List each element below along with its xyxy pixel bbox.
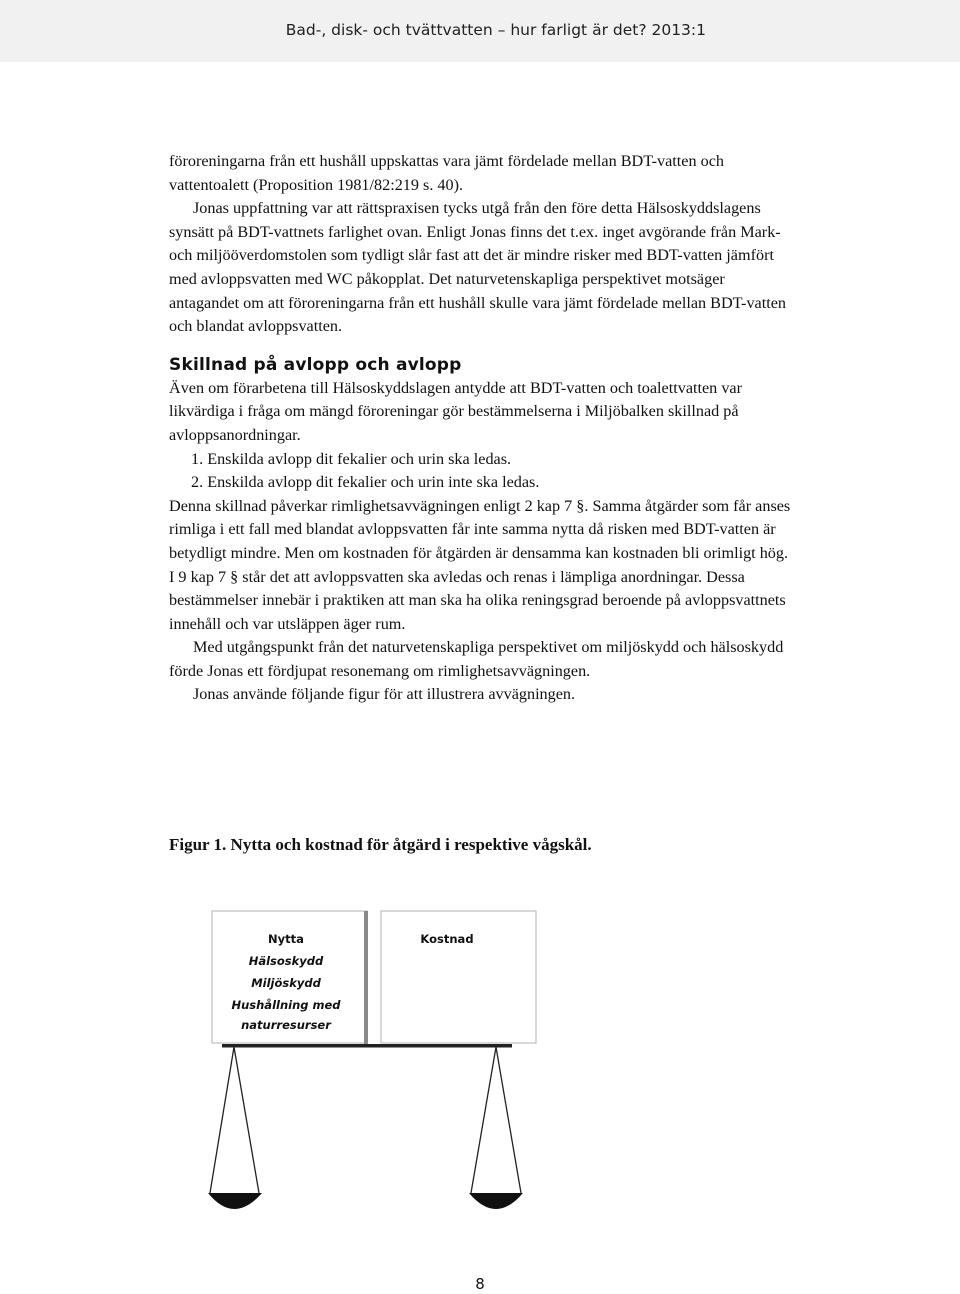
nytta-line: naturresurser (241, 1018, 331, 1032)
figure-caption: Figur 1. Nytta och kostnad för åtgärd i respektive vågskål. (169, 835, 592, 854)
kostnad-title: Kostnad (420, 932, 474, 946)
header-title: Bad-, disk- och tvättvatten – hur farligt är det? 2013:1 (285, 21, 706, 39)
body-text (169, 150, 794, 707)
paragraph: föroreningarna från ett hushåll uppskattas vara jämt fördelade mellan BDT-vatten och vattentoalett (Proposition 1981/82:219 s. 40). (169, 152, 724, 194)
right-pan (469, 1193, 523, 1209)
list-item: 2. Enskilda avlopp dit fekalier och urin inte ska ledas. (191, 473, 540, 492)
left-pan (208, 1193, 262, 1209)
list-item: 1. Enskilda avlopp dit fekalier och urin ska ledas. (191, 449, 512, 468)
page-number: 8 (475, 1275, 485, 1293)
nytta-line: Hälsoskydd (248, 954, 324, 968)
scale-post (364, 911, 368, 1045)
nytta-line: Hushållning med (231, 998, 341, 1012)
paragraph: Jonas använde följande figur för att illustrera avvägningen. (193, 685, 576, 704)
page-header (0, 0, 960, 62)
paragraph: Denna skillnad påverkar rimlighetsavvägningen enligt 2 kap 7 §. Samma åtgärder som får anses rimliga i ett fall med blandat avloppsvatten får inte samma nytta då risken med BDT-vatten är betydligt mindre. Men om kostnaden för åtgärden är densamma kan kostnaden bli orimligt hög. I 9 kap 7 § står det att avloppsvatten ska avledas och renas i lämpliga anordningar. Dessa bestämmelser innebär i praktiken att man ska ha olika reningsgrad beroende på avloppsvattnets innehåll och var utsläppen äger rum. (169, 496, 791, 633)
balance-scale-figure (206, 903, 546, 1223)
balance-scale-icon (206, 903, 546, 1223)
section-heading: Skillnad på avlopp och avlopp (169, 354, 462, 375)
nytta-line: Miljöskydd (251, 976, 321, 990)
paragraph: Även om förarbetena till Hälsoskyddslagen antydde att BDT-vatten och toalettvatten var likvärdiga i fråga om mängd föroreningar gör bestämmelserna i Miljöbalken skillnad på avloppsanordningar. (169, 378, 742, 444)
kostnad-box (381, 911, 536, 1043)
scale-beam (222, 1044, 512, 1048)
paragraph: Jonas uppfattning var att rättspraxisen tycks utgå från den före detta Hälsoskyddslagens synsätt på BDT-vattnets farlighet ovan. Enligt Jonas finns det t.ex. inget avgörande från Mark- och miljööverdomstolen som tydligt slår fast att det är mindre risker med BDT-vatten jämfört med avloppsvatten med WC påkopplat. Det naturvetenskapliga perspektivet motsäger antagandet om att föroreningarna från ett hushåll skulle vara jämt fördelade mellan BDT-vatten och blandat avloppsvatten. (169, 199, 786, 336)
nytta-title: Nytta (268, 932, 304, 946)
paragraph: Med utgångspunkt från det naturvetenskapliga perspektivet om miljöskydd och hälsoskydd förde Jonas ett fördjupat resonemang om rimlighetsavvägningen. (169, 638, 784, 680)
